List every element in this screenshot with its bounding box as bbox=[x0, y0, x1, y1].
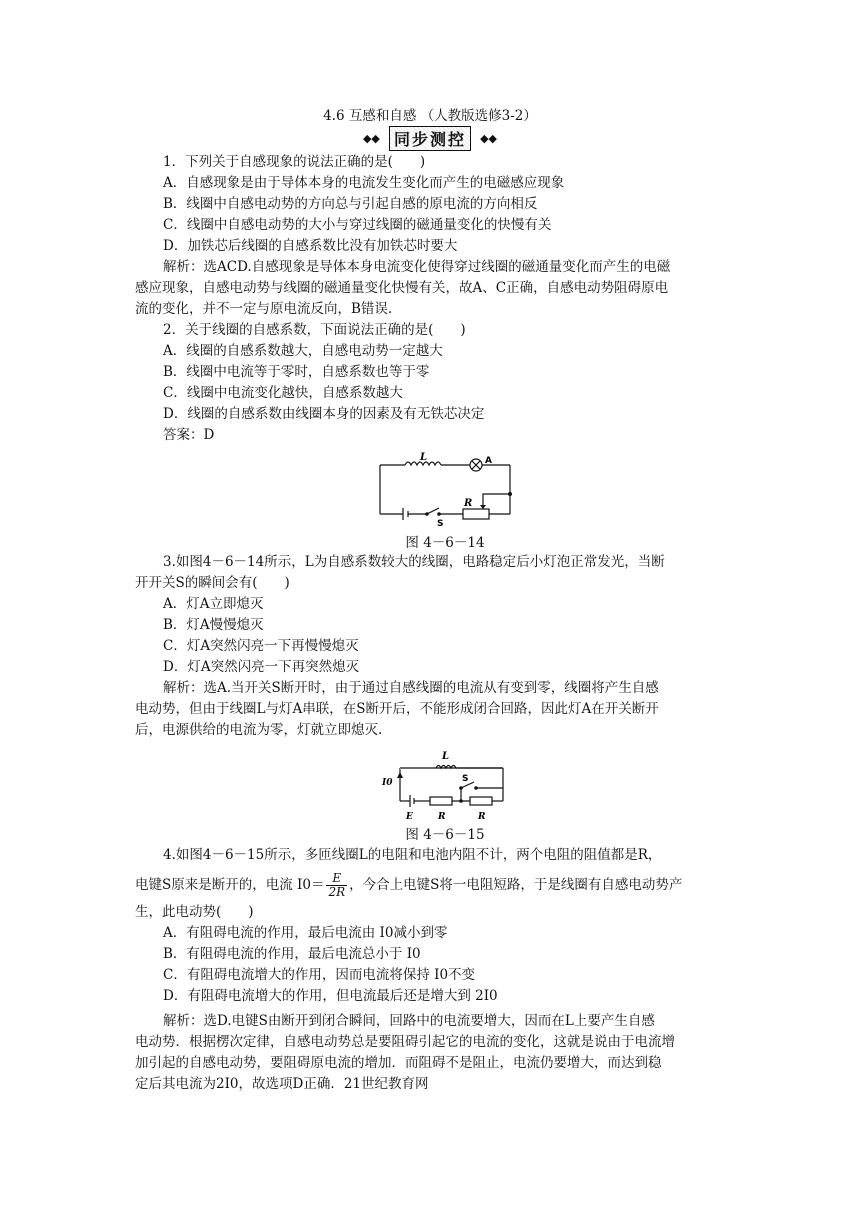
diamond-icon: ◆◆ bbox=[362, 132, 380, 145]
label-L: L bbox=[442, 751, 450, 762]
label-R1: R bbox=[438, 812, 446, 822]
q1-analysis-2: 感应现象，自感电动势与线圈的磁通量变化快慢有关，故A、C正确，自感电动势阻碍原电 bbox=[135, 280, 669, 296]
fraction-numerator: E bbox=[326, 872, 347, 886]
q3-option-a: A．灯A立即熄灭 bbox=[163, 596, 264, 612]
q4-stem-2a: 电键S原来是断开的，电流 I0＝ bbox=[135, 877, 325, 893]
banner-label: 同步测控 bbox=[389, 126, 471, 151]
q1-option-b: B．线圈中自感电动势的方向总与引起自感的原电流的方向相反 bbox=[163, 196, 538, 212]
q1-analysis-3: 流的变化，并不一定与原电流反向，B错误. bbox=[135, 301, 393, 317]
resistor-2 bbox=[470, 797, 492, 805]
label-L: L bbox=[420, 452, 428, 463]
q2-answer: 答案：D bbox=[163, 427, 215, 443]
q4-stem-2b: ，今合上电键S将一电阻短路，于是线圈有自感电动势产 bbox=[349, 877, 683, 893]
figure-caption-4-6-14: 图 4－6－14 bbox=[405, 535, 485, 551]
q1-option-c: C．线圈中自感电动势的大小与穿过线圈的磁通量变化的快慢有关 bbox=[163, 217, 552, 233]
q4-analysis-2: 电动势．根据楞次定律，自感电动势总是要阻碍引起它的电流的变化，这就是说由于电流增 bbox=[135, 1034, 675, 1050]
q2-option-d: D．线圈的自感系数由线圈本身的因素及有无铁芯决定 bbox=[163, 406, 485, 422]
label-R2: R bbox=[478, 812, 486, 822]
q4-stem-2 bbox=[135, 872, 682, 899]
q1-stem: 1．下列关于自感现象的说法正确的是( ) bbox=[163, 154, 426, 170]
q3-analysis-3: 后，电源供给的电流为零，灯就立即熄灭. bbox=[135, 722, 383, 738]
label-I0: I0 bbox=[382, 778, 393, 788]
q4-stem-1: 4.如图4－6－15所示，多匝线圈L的电阻和电池内阻不计，两个电阻的阻值都是R， bbox=[163, 847, 662, 863]
q3-option-d: D．灯A突然闪亮一下再突然熄灭 bbox=[163, 659, 360, 675]
doc-title: 4.6 互感和自感 （人教版选修3-2） bbox=[323, 108, 537, 124]
q2-option-a: A．线圈的自感系数越大，自感电动势一定越大 bbox=[163, 343, 443, 359]
q4-analysis-3: 加引起的自感电动势，要阻碍原电流的增加．而阻碍不是阻止，电流仍要增大，而达到稳 bbox=[135, 1055, 662, 1071]
q3-analysis-2: 电动势，但由于线圈L与灯A串联，在S断开后，不能形成闭合回路，因此灯A在开关断开 bbox=[135, 701, 659, 717]
q1-analysis-1: 解析：选ACD.自感现象是导体本身电流变化使得穿过线圈的磁通量变化而产生的电磁 bbox=[163, 259, 671, 275]
label-S: S bbox=[437, 519, 444, 529]
q3-analysis-1: 解析：选A.当开关S断开时，由于通过自感线圈的电流从有变到零，线圈将产生自感 bbox=[163, 680, 659, 696]
q4-analysis-4: 定后其电流为2I0，故选项D正确．21世纪教育网 bbox=[135, 1076, 429, 1092]
label-R: R bbox=[464, 498, 473, 509]
circuit-diagram-4-6-15 bbox=[378, 748, 513, 823]
diamond-icon: ◆◆ bbox=[480, 132, 498, 145]
q1-option-d: D．加铁芯后线圈的自感系数比没有加铁芯时要大 bbox=[163, 238, 458, 254]
fraction-denominator: 2R bbox=[328, 885, 346, 899]
section-banner bbox=[0, 126, 860, 151]
q4-analysis-1: 解析：选D.电键S由断开到闭合瞬间，回路中的电流要增大，因而在L上要产生自感 bbox=[163, 1013, 655, 1029]
label-E: E bbox=[406, 812, 413, 822]
q4-option-a: A．有阻碍电流的作用，最后电流由 I0减小到零 bbox=[163, 925, 448, 941]
q3-option-b: B．灯A慢慢熄灭 bbox=[163, 617, 264, 633]
resistor-1 bbox=[430, 797, 452, 805]
figure-caption-4-6-15: 图 4－6－15 bbox=[405, 827, 485, 843]
label-A: A bbox=[485, 456, 492, 466]
q3-option-c: C．灯A突然闪亮一下再慢慢熄灭 bbox=[163, 638, 359, 654]
q2-option-c: C．线圈中电流变化越快，自感系数越大 bbox=[163, 385, 403, 401]
circuit-diagram-4-6-14 bbox=[375, 450, 520, 530]
q4-option-d: D．有阻碍电流增大的作用，但电流最后还是增大到 2I0 bbox=[163, 988, 498, 1004]
q1-option-a: A．自感现象是由于导体本身的电流发生变化而产生的电磁感应现象 bbox=[163, 175, 565, 191]
q3-stem-1: 3.如图4－6－14所示，L为自感系数较大的线圈，电路稳定后小灯泡正常发光，当断 bbox=[163, 554, 665, 570]
q4-option-c: C．有阻碍电流增大的作用，因而电流将保持 I0不变 bbox=[163, 967, 476, 983]
q4-stem-3: 生，此电动势( ) bbox=[135, 904, 254, 920]
q2-stem: 2．关于线圈的自感系数，下面说法正确的是( ) bbox=[163, 322, 466, 338]
q2-option-b: B．线圈中电流等于零时，自感系数也等于零 bbox=[163, 364, 430, 380]
q3-stem-2: 开开关S的瞬间会有( ) bbox=[135, 575, 290, 591]
fraction-e-over-2r bbox=[326, 872, 347, 899]
q4-option-b: B．有阻碍电流的作用，最后电流总小于 I0 bbox=[163, 946, 421, 962]
label-S: S bbox=[462, 774, 469, 784]
